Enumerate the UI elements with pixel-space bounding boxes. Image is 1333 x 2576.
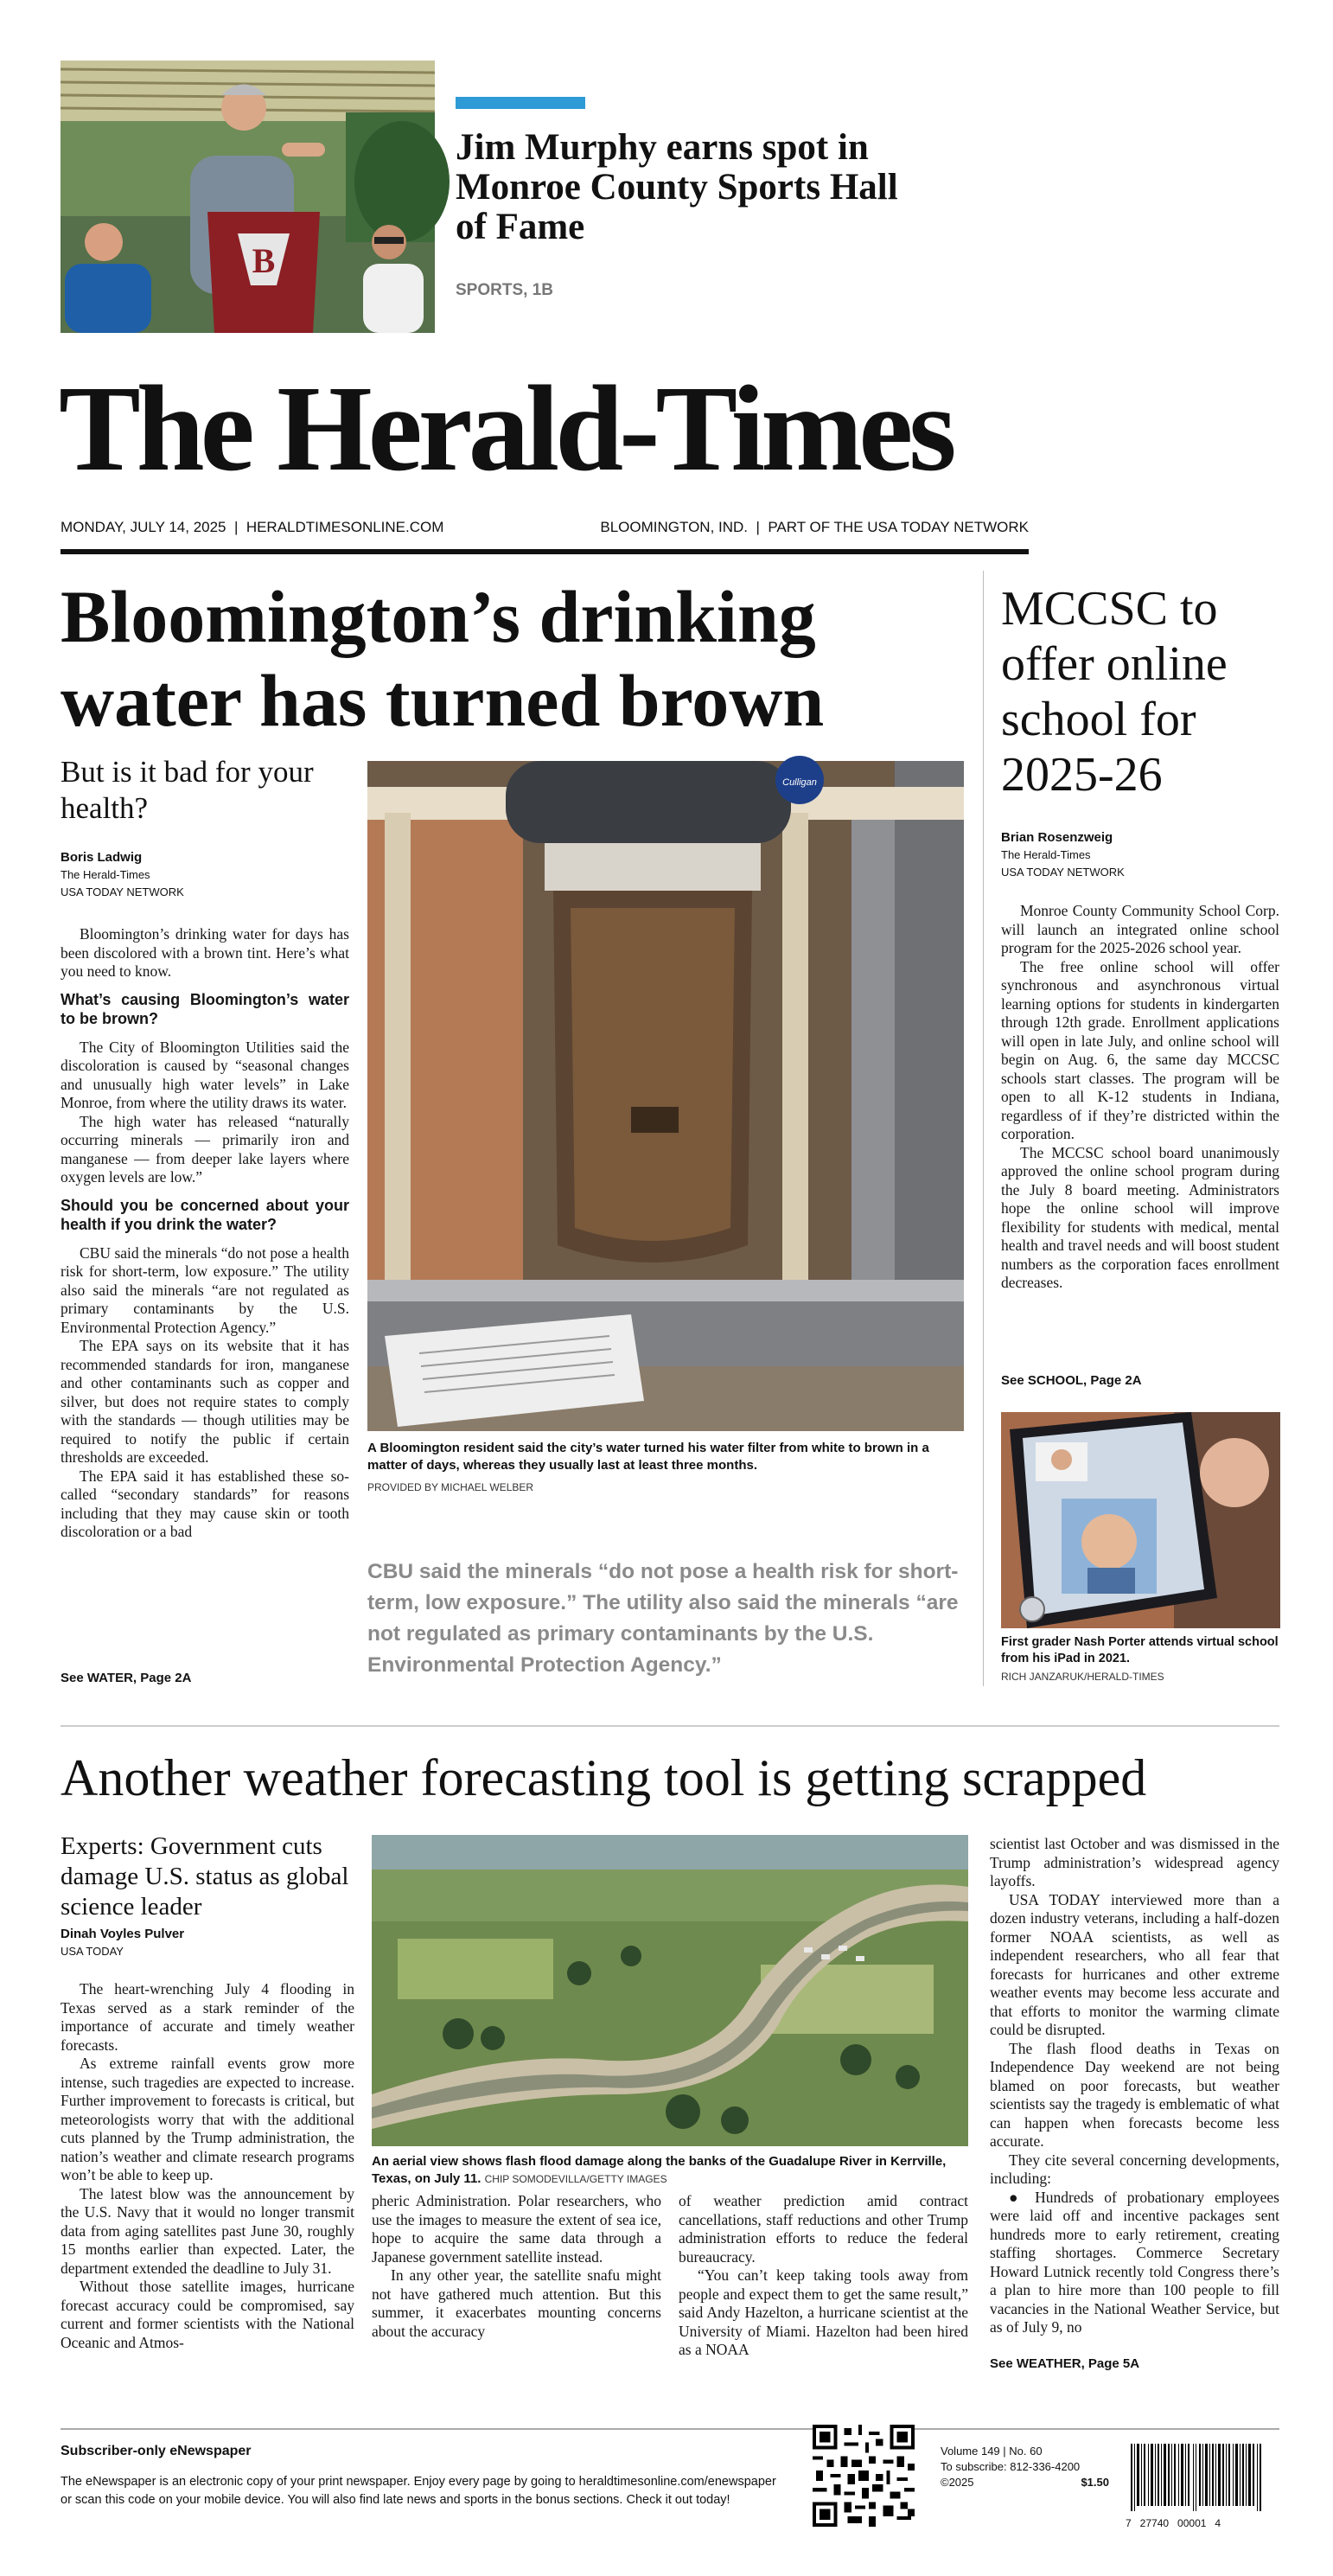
weather-photo-credit: CHIP SOMODEVILLA/GETTY IMAGES — [484, 2173, 667, 2185]
weather-headline[interactable]: Another weather forecasting tool is getting scrapped — [61, 1749, 1147, 1806]
water-paragraph: The City of Bloomington Utilities said the discoloration is caused by “seasonal changes and unusually high water levels” in Lake Monroe, from where the utility draws its water. — [61, 1038, 349, 1111]
flood-aerial-illustration — [372, 1835, 968, 2146]
water-byline-name: Boris Ladwig — [61, 850, 143, 865]
weather-paragraph: Without those satellite images, hurricane forecast accuracy could be compromised, say current and former scientists with the National Oceanic and Atmos- — [61, 2278, 354, 2351]
weather-paragraph: The flash flood deaths in Texas on Independence Day weekend are not being blamed on poor forecasts, but weather scientists say the tragedy is emblematic of what can happen when forecasts become less accurate. — [990, 2039, 1279, 2150]
weather-bullet-text: Hundreds of probationary employees were laid off and incentive packages sent hundreds more to early retirement, creating staffing shortages. Commerce Secretary Howard Lutnick recently told Congress there’s a plan to hire more than 100 people to fill vacancies in the National Weather Service, but as of July 9, no — [990, 2188, 1279, 2336]
weather-bullet-paragraph — [990, 2189, 1279, 2337]
water-subhead: Should you be concerned about your health if you drink the water? — [61, 1196, 349, 1233]
school-byline-name: Brian Rosenzweig — [1001, 830, 1113, 845]
weather-byline — [61, 1927, 346, 1960]
water-paragraph: The EPA said it has established these so-called “secondary standards” for reasons including that they may cause skin or tooth discoloration or a bad — [61, 1467, 349, 1540]
water-paragraph: The high water has released “naturally occurring minerals — primarily iron and manganese — from deeper lake layers where oxygen levels are low.” — [61, 1112, 349, 1186]
copyright: ©2025 — [941, 2476, 974, 2489]
school-photo — [1001, 1412, 1280, 1628]
water-photo-caption: A Bloomington resident said the city’s water turned his water filter from white to brown in a matter of days, whereas they usually last at least three months. — [367, 1441, 929, 1473]
school-headline[interactable]: MCCSC to offer online school for 2025-26 — [1001, 582, 1228, 802]
barcode-number: 7 27740 00001 4 — [1126, 2517, 1221, 2529]
water-deck: But is it bad for your health? — [61, 755, 314, 825]
weather-paragraph: pheric Administration. Polar researchers, who use the images to measure the extent of sea ice, hope to acquire the same data through a Japanese government satellite instead. — [372, 2192, 661, 2266]
weather-deck: Experts: Government cuts damage U.S. status as global science leader — [61, 1832, 349, 1921]
weather-column-2 — [372, 2192, 661, 2339]
enewspaper-text: The eNewspaper is an electronic copy of your print newspaper. Enjoy every page by going to heraldtimesonline.com/enewspaper or scan this code on your mobile device. You will also find late news and sports in the bonus sections. Check it out today! — [61, 2475, 776, 2507]
barcode-icon — [1126, 2444, 1281, 2511]
school-paragraph: The free online school will offer synchronous and asynchronous virtual learning options for students in kindergarten through 12th grade. Enrollment applications will open in late July, and online school will begin on Aug. 6, the same day MCCSC schools start classes. The program will be open to all K-12 students in Indiana, regardless of if they’re districted within the corporation. — [1001, 957, 1279, 1142]
water-byline-org: The Herald-Times — [61, 868, 150, 881]
svg-text:B: B — [252, 241, 276, 280]
masthead-title: The Herald-Times — [59, 360, 953, 496]
price-row — [941, 2475, 1109, 2490]
weather-paragraph: They cite several concerning developments, including: — [990, 2151, 1279, 2187]
school-body — [1001, 902, 1279, 1395]
filter-brand-text: Culligan — [782, 777, 817, 788]
water-paragraph: Bloomington’s drinking water for days has been discolored with a brown tint. Here’s what you need to know. — [61, 925, 349, 980]
water-byline-network: USA TODAY NETWORK — [61, 885, 184, 898]
school-photo-caption: First grader Nash Porter attends virtual school from his iPad in 2021. — [1001, 1635, 1279, 1665]
weather-paragraph: USA TODAY interviewed more than a dozen industry veterans, including a half-dozen former NOAA scientists, as well as independent researchers, who all fear that forecasts for hurricanes and other extreme weather events may become less accurate and that efforts to monitor the warming climate could be disrupted. — [990, 1890, 1279, 2038]
bullet-icon: ● — [1009, 2188, 1036, 2206]
volume-info — [941, 2444, 1113, 2490]
ipad-photo-illustration — [1001, 1412, 1280, 1628]
barcode — [1126, 2444, 1281, 2529]
hall-of-fame-photo — [61, 61, 435, 333]
weather-jump-link[interactable]: See WEATHER, Page 5A — [990, 2356, 1140, 2371]
weather-byline-name: Dinah Voyles Pulver — [61, 1927, 185, 1941]
weather-paragraph: As extreme rainfall events grow more intense, such tragedies are expected to increase. Further improvement to forecasts is critical, but meteorologists worry that with the additional cuts planned by the Trump administration, the nation’s weather and climate research programs won’t be able to keep up. — [61, 2055, 354, 2183]
volume-number: Volume 149 | No. 60 — [941, 2445, 1043, 2458]
water-headline[interactable]: Bloomington’s drinking water has turned brown — [61, 575, 825, 742]
weather-byline-org: USA TODAY — [61, 1945, 124, 1958]
weather-column-3 — [679, 2192, 968, 2358]
weather-column-4 — [990, 1835, 1279, 2349]
price: $1.50 — [1081, 2476, 1109, 2489]
weather-paragraph: of weather prediction amid contract cancellations, staff reductions and other Trump administration efforts to reduce the federal bureaucracy. — [679, 2192, 968, 2266]
school-byline-org: The Herald-Times — [1001, 848, 1091, 861]
promo-accent-bar — [456, 97, 585, 109]
masthead-location: BLOOMINGTON, IND. | PART OF THE USA TODAY NETWORK — [600, 519, 1029, 535]
column-divider — [983, 571, 984, 1686]
water-byline — [61, 850, 346, 901]
promo-photo — [61, 61, 435, 333]
school-photo-credit: RICH JANZARUK/HERALD-TIMES — [1001, 1671, 1164, 1683]
masthead-rule — [61, 549, 1029, 554]
water-paragraph: The EPA says on its website that it has recommended standards for iron, manganese and other contaminants such as copper and silver, but does not require states to comply with the standards — though utilities may be required to notify the public if certain thresholds are exceeded. — [61, 1337, 349, 1466]
promo-headline[interactable]: Jim Murphy earns spot in Monroe County Sports Hall of Fame — [456, 127, 898, 247]
weather-photo-caption — [372, 2153, 977, 2188]
water-body — [61, 925, 349, 1669]
water-pull-quote: CBU said the minerals “do not pose a health risk for short-term, low exposure.” The utility also said the minerals “are not regulated as primary contaminants by the U.S. Environmental Protection Agency.” — [367, 1560, 959, 1677]
promo-section-label[interactable]: SPORTS, 1B — [456, 281, 553, 299]
weather-paragraph: The latest blow was the announcement by the U.S. Navy that it would no longer transmit data from aging satellites past June 30, roughly 15 months earlier than expected. Later, the department extended the deadline to July 31. — [61, 2184, 354, 2277]
water-photo-credit: PROVIDED BY MICHAEL WELBER — [367, 1481, 534, 1493]
subscribe-phone: To subscribe: 812-336-4200 — [941, 2460, 1081, 2473]
school-paragraph: The MCCSC school board unanimously approved the online school program during the July 8 board meeting. Administrators hope the online school will improve flexibility for students with medical, mental health and travel needs and will boost student numbers as the corporation faces enrollment decreases. — [1001, 1143, 1279, 1291]
school-byline-network: USA TODAY NETWORK — [1001, 866, 1125, 879]
school-jump-link[interactable]: See SCHOOL, Page 2A — [1001, 1373, 1142, 1388]
section-divider — [61, 1725, 1279, 1727]
footer-rule — [61, 2428, 1279, 2430]
filter-illustration — [367, 761, 964, 1431]
school-paragraph: Monroe County Community School Corp. will launch an integrated online school program for the 2025-2026 school year. — [1001, 902, 1279, 956]
weather-paragraph: In any other year, the satellite snafu might not have gathered much attention. But this summer, it exacerbates mounting concerns about the accuracy — [372, 2266, 661, 2340]
weather-caption-text: An aerial view shows flash flood damage along the banks of the Guadalupe River in Kerrville, Texas, on July 11. — [372, 2154, 947, 2186]
weather-column-1 — [61, 1980, 354, 2351]
weather-aerial-photo — [372, 1835, 968, 2146]
water-filter-photo — [367, 761, 964, 1431]
qr-code[interactable] — [813, 2425, 915, 2527]
weather-paragraph: scientist last October and was dismissed in the Trump administration’s widespread agency layoffs. — [990, 1835, 1279, 1889]
water-jump-link[interactable]: See WATER, Page 2A — [61, 1671, 192, 1685]
school-byline — [1001, 830, 1286, 881]
weather-paragraph: “You can’t keep taking tools away from people and expect them to get the same result,” said Andy Hazelton, a hurricane scientist at the University of Miami. Hazelton had been hired as a NOAA — [679, 2266, 968, 2358]
enewspaper-title[interactable]: Subscriber-only eNewspaper — [61, 2444, 252, 2458]
water-paragraph: CBU said the minerals “do not pose a health risk for short-term, low exposure.” The utility also said the minerals “are not regulated as primary contaminants by the U.S. Environmental Protection Agency.” — [61, 1243, 349, 1336]
water-subhead: What’s causing Bloomington’s water to be brown? — [61, 990, 349, 1027]
weather-paragraph: The heart-wrenching July 4 flooding in Texas served as a stark reminder of the importance of accurate and timely weather forecasts. — [61, 1980, 354, 2054]
qr-code-icon — [813, 2425, 915, 2527]
masthead-date-site: MONDAY, JULY 14, 2025 | HERALDTIMESONLINE.COM — [61, 519, 444, 535]
